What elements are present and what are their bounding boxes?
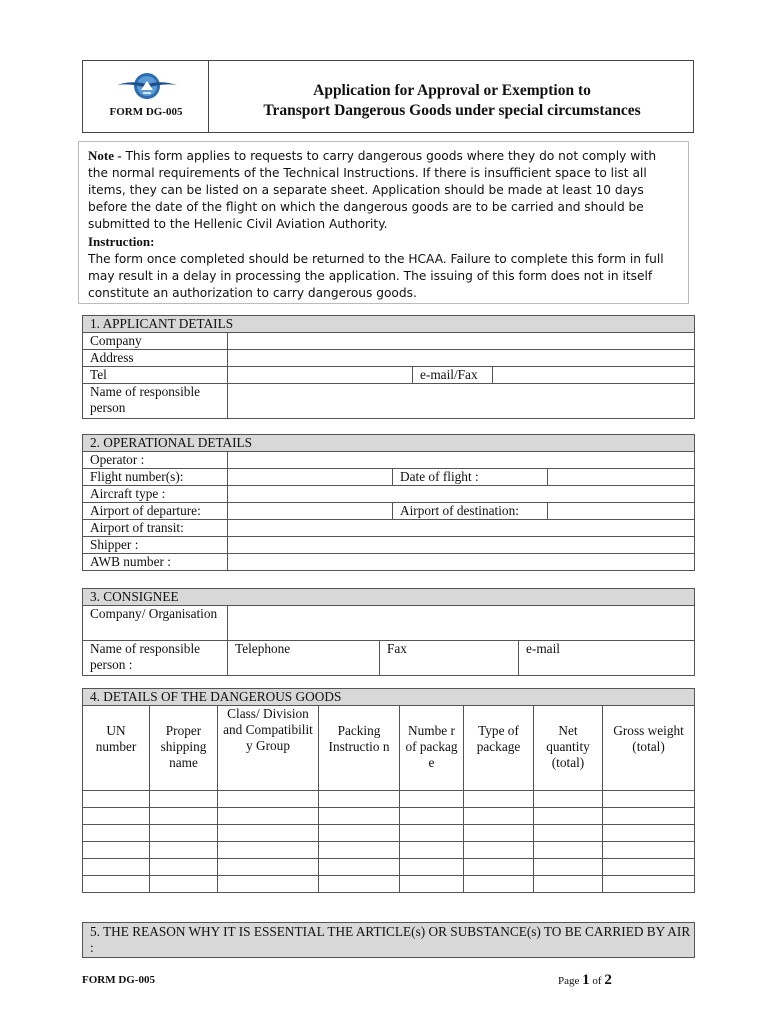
table-cell[interactable] bbox=[150, 808, 218, 825]
table-cell[interactable] bbox=[319, 791, 400, 808]
table-cell[interactable] bbox=[534, 791, 603, 808]
consignee-fax-field[interactable]: Fax bbox=[380, 641, 519, 676]
table-cell[interactable] bbox=[218, 825, 319, 842]
column-header: Proper shipping name bbox=[150, 706, 218, 791]
section-1-title: 1. APPLICANT DETAILS bbox=[83, 316, 695, 333]
page-word: Page bbox=[558, 975, 580, 987]
company-label: Company bbox=[83, 333, 228, 350]
company-field[interactable] bbox=[228, 333, 695, 350]
airport-destination-field[interactable] bbox=[548, 503, 695, 520]
table-cell[interactable] bbox=[218, 842, 319, 859]
airport-transit-field[interactable] bbox=[228, 520, 695, 537]
table-cell[interactable] bbox=[150, 859, 218, 876]
aircraft-type-label: Aircraft type : bbox=[83, 486, 228, 503]
shipper-label: Shipper : bbox=[83, 537, 228, 554]
footer-form-code: FORM DG-005 bbox=[82, 974, 156, 986]
reason-table bbox=[82, 922, 695, 958]
table-cell[interactable] bbox=[400, 808, 464, 825]
table-cell[interactable] bbox=[150, 842, 218, 859]
column-header: Net quantity (total) bbox=[534, 706, 603, 791]
aircraft-type-field[interactable] bbox=[228, 486, 695, 503]
table-cell[interactable] bbox=[603, 842, 695, 859]
table-cell[interactable] bbox=[603, 876, 695, 893]
table-cell[interactable] bbox=[603, 859, 695, 876]
table-cell[interactable] bbox=[319, 859, 400, 876]
table-cell[interactable] bbox=[464, 825, 534, 842]
flight-numbers-label: Flight number(s): bbox=[83, 469, 228, 486]
column-header: UN number bbox=[83, 706, 150, 791]
table-cell[interactable] bbox=[218, 876, 319, 893]
address-label: Address bbox=[83, 350, 228, 367]
table-cell[interactable] bbox=[319, 876, 400, 893]
table-row bbox=[83, 808, 695, 825]
table-cell[interactable] bbox=[603, 808, 695, 825]
table-cell[interactable] bbox=[319, 808, 400, 825]
date-of-flight-label: Date of flight : bbox=[393, 469, 548, 486]
consignee-company-field[interactable] bbox=[228, 606, 695, 641]
shipper-field[interactable] bbox=[228, 537, 695, 554]
section-4-title: 4. DETAILS OF THE DANGEROUS GOODS bbox=[83, 689, 695, 706]
hcaa-logo-icon bbox=[117, 70, 177, 102]
table-cell[interactable] bbox=[400, 791, 464, 808]
form-title bbox=[209, 81, 695, 121]
table-cell[interactable] bbox=[83, 842, 150, 859]
operator-label: Operator : bbox=[83, 452, 228, 469]
page-number: 1 bbox=[582, 972, 590, 988]
form-header bbox=[82, 60, 694, 133]
flight-numbers-field[interactable] bbox=[228, 469, 393, 486]
address-field[interactable] bbox=[228, 350, 695, 367]
consignee-email-field[interactable]: e-mail bbox=[519, 641, 695, 676]
section-3-title: 3. CONSIGNEE bbox=[83, 589, 695, 606]
column-header: Numbe r of packag e bbox=[400, 706, 464, 791]
table-cell[interactable] bbox=[150, 791, 218, 808]
airport-departure-field[interactable] bbox=[228, 503, 393, 520]
instruction-text: The form once completed should be returned to the HCAA. Failure to complete this form in full may result in a delay in processing the application. The issuing of this form does not in itself constitute an authorization to carry dangerous goods. bbox=[88, 252, 664, 300]
consignee-table bbox=[82, 588, 695, 676]
consignee-responsible-label: Name of responsible person : bbox=[83, 641, 228, 676]
table-cell[interactable] bbox=[83, 791, 150, 808]
airport-transit-label: Airport of transit: bbox=[83, 520, 228, 537]
table-cell[interactable] bbox=[464, 876, 534, 893]
table-row bbox=[83, 842, 695, 859]
instruction-label: Instruction: bbox=[88, 234, 155, 249]
date-of-flight-field[interactable] bbox=[548, 469, 695, 486]
table-cell[interactable] bbox=[400, 842, 464, 859]
title-line-2: Transport Dangerous Goods under special circumstances bbox=[263, 102, 641, 119]
consignee-telephone-field[interactable]: Telephone bbox=[228, 641, 380, 676]
table-cell[interactable] bbox=[534, 876, 603, 893]
table-cell[interactable] bbox=[150, 825, 218, 842]
table-cell[interactable] bbox=[218, 791, 319, 808]
table-cell[interactable] bbox=[400, 825, 464, 842]
tel-label: Tel bbox=[83, 367, 228, 384]
operational-details-table bbox=[82, 434, 695, 571]
table-cell[interactable] bbox=[464, 808, 534, 825]
of-word: of bbox=[592, 975, 602, 987]
section-5-title: 5. THE REASON WHY IT IS ESSENTIAL THE ARTICLE(s) OR SUBSTANCE(s) TO BE CARRIED BY AIR : bbox=[83, 923, 695, 958]
table-cell[interactable] bbox=[83, 859, 150, 876]
table-row bbox=[83, 859, 695, 876]
column-header: Gross weight (total) bbox=[603, 706, 695, 791]
page-total: 2 bbox=[604, 972, 612, 988]
consignee-company-label: Company/ Organisation bbox=[83, 606, 228, 641]
title-line-1: Application for Approval or Exemption to bbox=[313, 82, 591, 99]
form-code: FORM DG-005 bbox=[109, 106, 183, 118]
responsible-person-field[interactable] bbox=[228, 384, 695, 419]
awb-field[interactable] bbox=[228, 554, 695, 571]
airport-destination-label: Airport of destination: bbox=[393, 503, 548, 520]
airport-departure-label: Airport of departure: bbox=[83, 503, 228, 520]
table-cell[interactable] bbox=[319, 842, 400, 859]
table-cell[interactable] bbox=[150, 876, 218, 893]
applicant-details-table bbox=[82, 315, 695, 419]
email-fax-field[interactable] bbox=[493, 367, 695, 384]
operator-field[interactable] bbox=[228, 452, 695, 469]
table-cell[interactable] bbox=[400, 876, 464, 893]
note-label: Note - bbox=[88, 148, 122, 163]
table-cell[interactable] bbox=[400, 859, 464, 876]
note-box bbox=[78, 141, 689, 304]
table-cell[interactable] bbox=[83, 825, 150, 842]
column-header: Packing Instructio n bbox=[319, 706, 400, 791]
page-indicator bbox=[558, 972, 612, 989]
table-cell[interactable] bbox=[603, 825, 695, 842]
table-cell[interactable] bbox=[83, 808, 150, 825]
table-cell[interactable] bbox=[218, 808, 319, 825]
column-header: Class/ Division and Compatibilit y Group bbox=[218, 706, 319, 791]
table-row bbox=[83, 825, 695, 842]
table-cell[interactable] bbox=[464, 791, 534, 808]
table-row bbox=[83, 791, 695, 808]
column-header: Type of package bbox=[464, 706, 534, 791]
awb-label: AWB number : bbox=[83, 554, 228, 571]
table-cell[interactable] bbox=[319, 825, 400, 842]
table-cell[interactable] bbox=[464, 842, 534, 859]
dangerous-goods-table bbox=[82, 688, 695, 893]
table-cell[interactable] bbox=[534, 825, 603, 842]
table-cell[interactable] bbox=[603, 791, 695, 808]
tel-field[interactable] bbox=[228, 367, 413, 384]
table-cell[interactable] bbox=[534, 842, 603, 859]
table-cell[interactable] bbox=[534, 859, 603, 876]
logo-box bbox=[83, 61, 209, 132]
table-cell[interactable] bbox=[83, 876, 150, 893]
section-2-title: 2. OPERATIONAL DETAILS bbox=[83, 435, 695, 452]
responsible-person-label: Name of responsible person bbox=[83, 384, 228, 419]
note-text: This form applies to requests to carry dangerous goods where they do not comply with the normal requirements of the Technical Instructions. If there is insufficient space to list all items, they can be listed on a separate sheet. Application should be made at least 10 days before the date of the flight on which the dangerous goods are to be carried and should be submitted to the Hellenic Civil Aviation Authority. bbox=[88, 149, 657, 231]
table-cell[interactable] bbox=[464, 859, 534, 876]
table-row bbox=[83, 876, 695, 893]
table-cell[interactable] bbox=[534, 808, 603, 825]
dangerous-goods-header-row bbox=[83, 706, 695, 791]
email-fax-label: e-mail/Fax bbox=[413, 367, 493, 384]
table-cell[interactable] bbox=[218, 859, 319, 876]
